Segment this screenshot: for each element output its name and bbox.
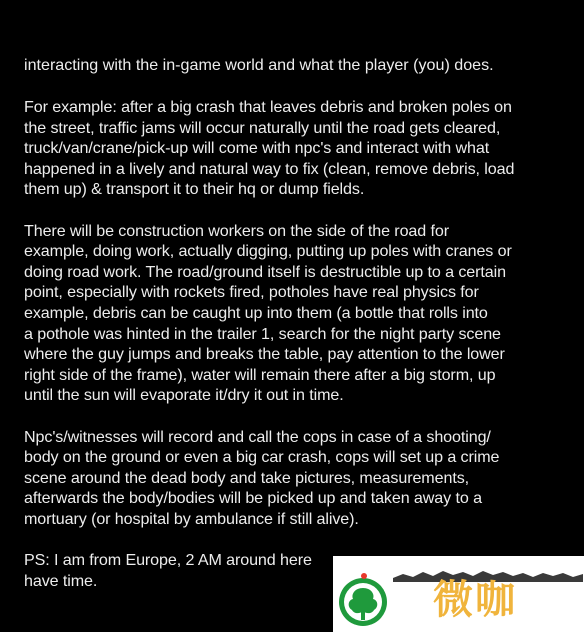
paragraph-gap — [24, 529, 564, 550]
text-line: the street, traffic jams will occur naturally until the road gets cleared, — [24, 118, 501, 137]
watermark — [333, 556, 584, 632]
paragraph-2 — [24, 221, 564, 406]
text-line: For example: after a big crash that leaves debris and broken poles on — [24, 98, 512, 116]
text-line: example, doing work, actually digging, putting up poles with cranes or — [24, 242, 512, 261]
text-line: doing road work. The road/ground itself is destructible up to a certain — [24, 262, 506, 281]
paragraph-3 — [24, 427, 564, 530]
text-line: body on the ground or even a big car crash, cops will set up a crime — [24, 448, 500, 467]
text-line: them up) & transport it to their hq or dump fields. — [24, 180, 365, 199]
clipped-top-line-text: interacting with the in-game world and what the player (you) does. — [24, 56, 494, 74]
text-line: happened in a lively and natural way to fix (clean, remove debris, load — [24, 159, 515, 178]
text-line: afterwards the body/bodies will be picked up and taken away to a — [24, 489, 482, 508]
watermark-brand-text: 微咖 — [433, 577, 517, 623]
text-line: scene around the dead body and take pictures, measurements, — [24, 468, 470, 487]
text-line: There will be construction workers on the side of the road for — [24, 221, 449, 240]
text-line: PS: I am from Europe, 2 AM around here — [24, 551, 312, 570]
paragraph-gap — [24, 200, 564, 221]
text-line: where the guy jumps and breaks the table, pay attention to the lower — [24, 345, 505, 364]
text-line: Npc's/witnesses will record and call the cops in case of a shooting/ — [24, 427, 491, 446]
paragraph-1 — [24, 97, 564, 200]
article-body — [24, 97, 564, 591]
text-line: truck/van/crane/pick-up will come with npc's and interact with what — [24, 139, 490, 158]
text-line: until the sun will evaporate it/dry it out in time. — [24, 386, 344, 405]
text-line: a pothole was hinted in the trailer 1, search for the night party scene — [24, 324, 501, 343]
clipped-top-line — [24, 56, 564, 90]
text-line: have time. — [24, 571, 98, 590]
text-line: mortuary (or hospital by ambulance if still alive). — [24, 509, 359, 528]
text-line: example, debris can be caught up into them (a bottle that rolls into — [24, 303, 488, 322]
tree-leaf-icon — [337, 572, 389, 628]
paragraph-gap — [24, 406, 564, 427]
watermark-top-strip — [403, 558, 578, 566]
text-line: point, especially with rockets fired, potholes have real physics for — [24, 283, 479, 302]
text-line: right side of the frame), water will remain there after a big storm, up — [24, 365, 496, 384]
